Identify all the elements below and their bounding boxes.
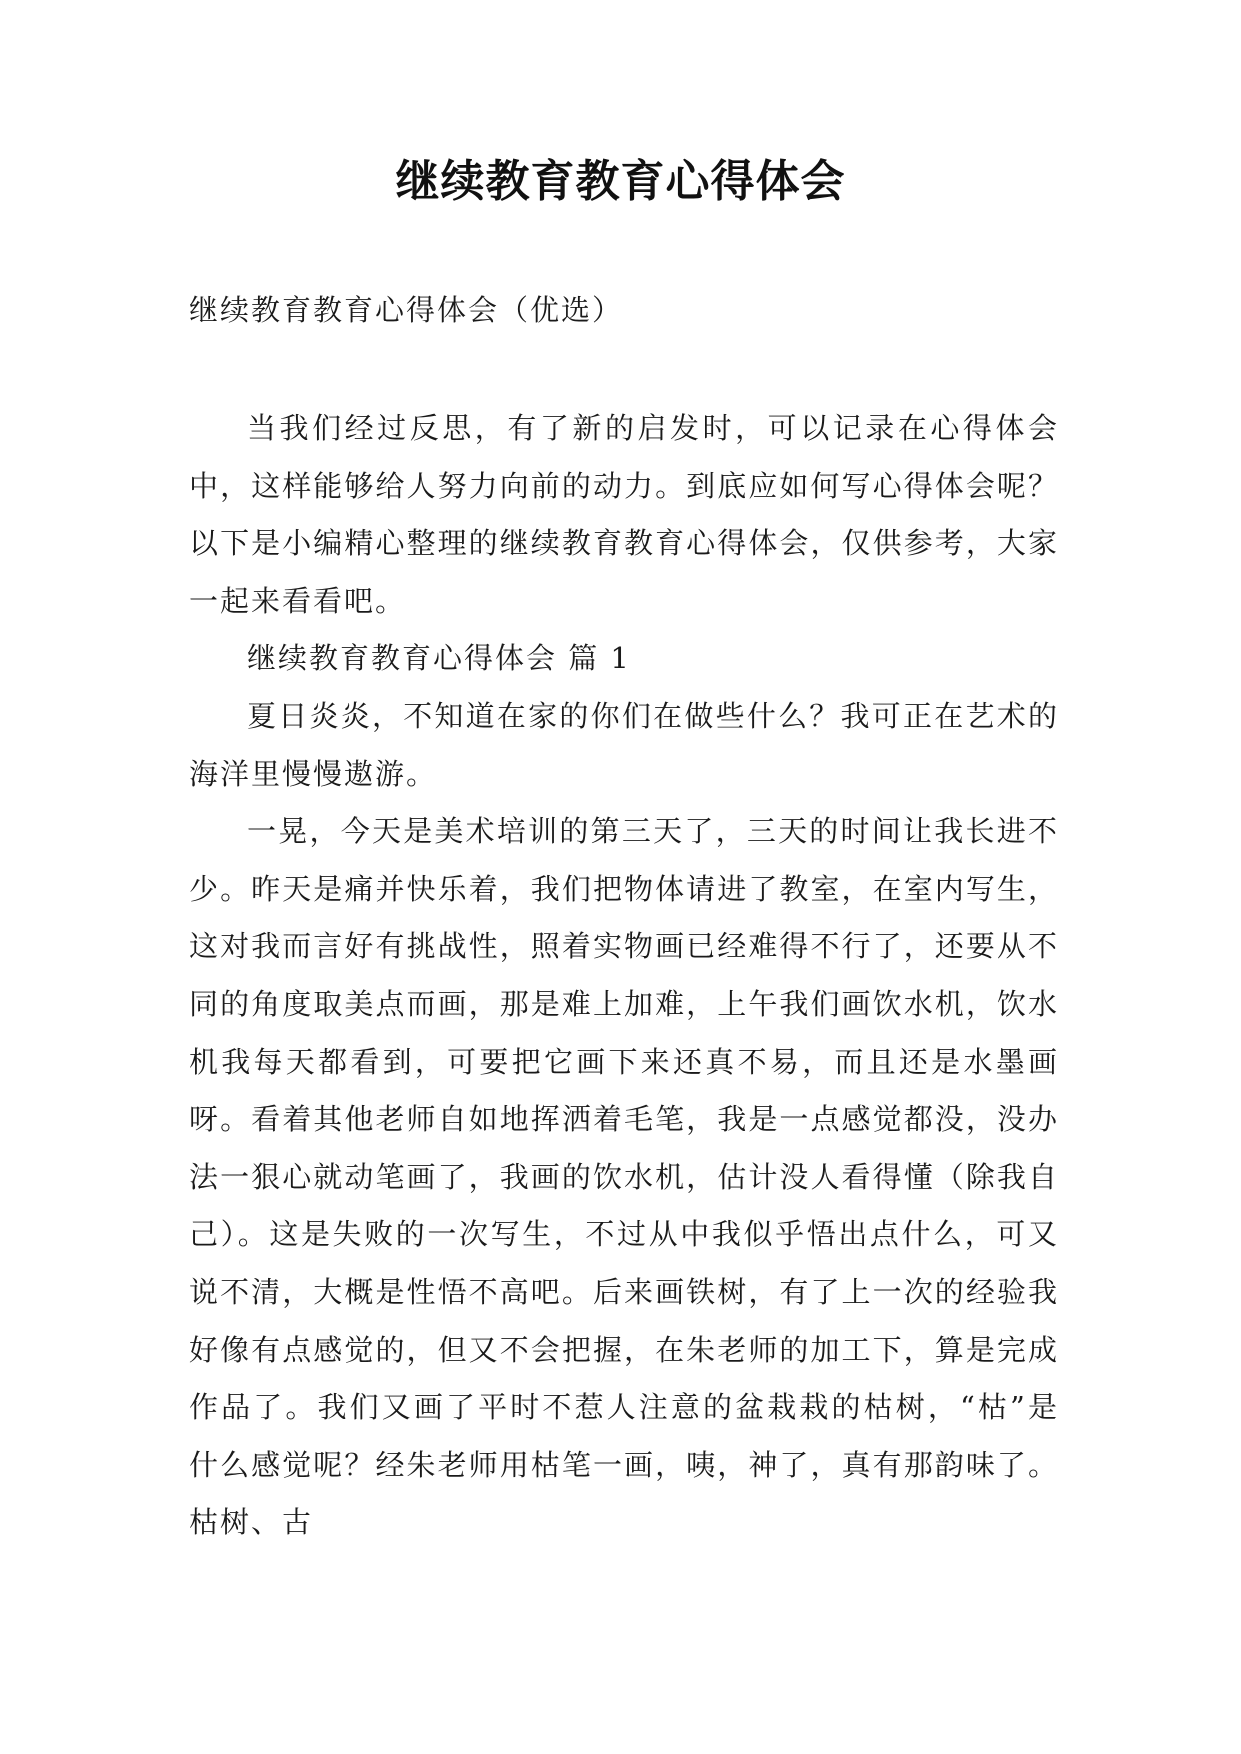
document-title: 继续教育教育心得体会: [395, 156, 846, 207]
document-subtitle: 继续教育教育心得体会（优选）: [189, 293, 624, 327]
document-body: [189, 400, 1059, 1552]
body-paragraph: 一晃，今天是美术培训的第三天了，三天的时间让我长进不少。昨天是痛并快乐着，我们把物体请进了教室，在室内写生，这对我而言好有挑战性，照着实物画已经难得不行了，还要从不同的角度取美点而画，那是难上加难，上午我们画饮水机，饮水机我每天都看到，可要把它画下来还真不易，而且还是水墨画呀。看着其他老师自如地挥洒着毛笔，我是一点感觉都没，没办法一狠心就动笔画了，我画的饮水机，估计没人看得懂（除我自己）。这是失败的一次写生，不过从中我似乎悟出点什么，可又说不清，大概是性悟不高吧。后来画铁树，有了上一次的经验我好像有点感觉的，但又不会把握，在朱老师的加工下，算是完成作品了。我们又画了平时不惹人注意的盆栽栽的枯树，“枯”是什么感觉呢？经朱老师用枯笔一画，咦，神了，真有那韵味了。枯树、古: [189, 814, 1059, 1540]
section-heading: 继续教育教育心得体会 篇 1: [247, 641, 631, 676]
intro-paragraph: 当我们经过反思，有了新的启发时，可以记录在心得体会中，这样能够给人努力向前的动力。到底应如何写心得体会呢？以下是小编精心整理的继续教育教育心得体会，仅供参考，大家一起来看看吧。: [189, 411, 1059, 618]
body-paragraph: 夏日炎炎，不知道在家的你们在做些什么？我可正在艺术的海洋里慢慢遨游。: [189, 698, 1059, 791]
